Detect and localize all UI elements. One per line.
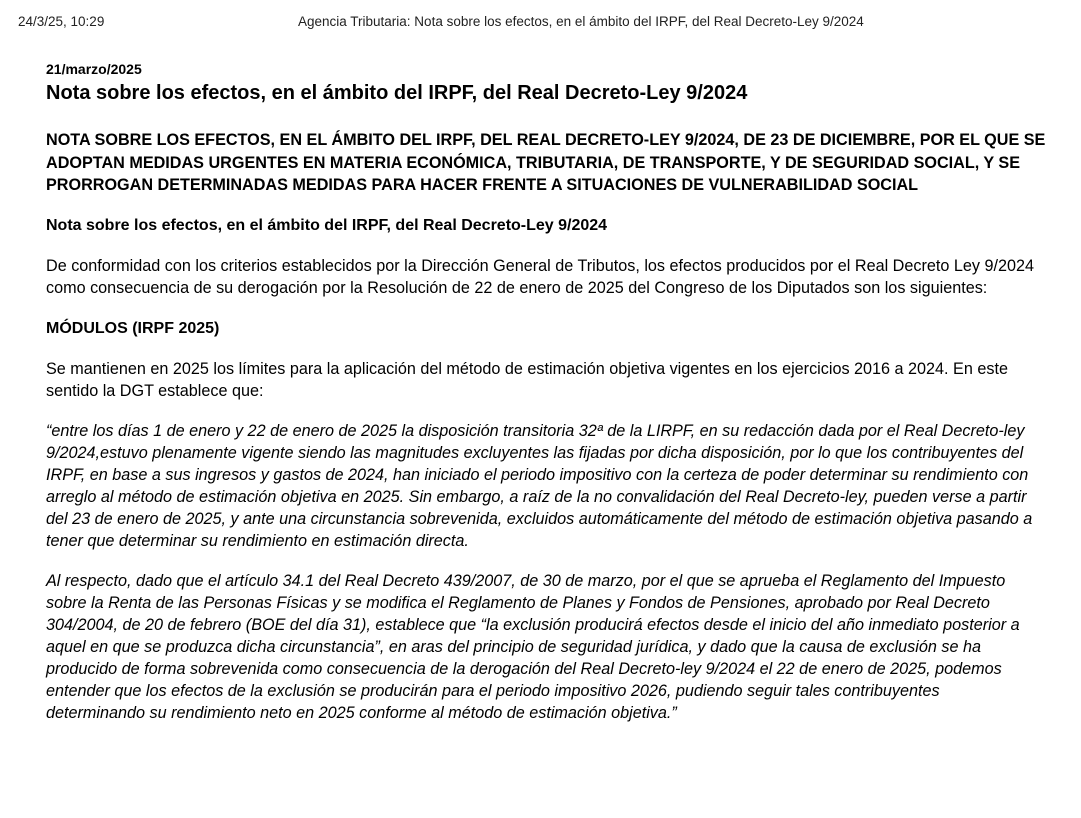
page-title: Nota sobre los efectos, en el ámbito del IRPF, del Real Decreto-Ley 9/2024 <box>46 82 748 104</box>
section-paragraph: Se mantienen en 2025 los límites para la aplicación del método de estimación objetiva vigentes en los ejercicios 2016 a 2024. En este sentido la DGT establece que: <box>46 359 1008 400</box>
intro-paragraph: De conformidad con los criterios establecidos por la Dirección General de Tributos, los efectos producidos por el Real Decreto Ley 9/2024 como consecuencia de su derogación por la Resolución de 22 de enero de 2025 del Congreso de los Diputados son los siguientes: <box>46 256 1034 297</box>
article-content <box>46 59 1046 724</box>
section-heading-modulos: MÓDULOS (IRPF 2025) <box>46 319 220 337</box>
print-datetime: 24/3/25, 10:29 <box>18 14 105 29</box>
quote-paragraph-1: “entre los días 1 de enero y 22 de enero de 2025 la disposición transitoria 32ª de la LIRPF, en su redacción dada por el Real Decreto-ley 9/2024,estuvo plenamente vigente siendo las magnitudes excluyentes las fijadas por dicha disposición, por lo que los contribuyentes del IRPF, en base a sus ingresos y gastos de 2024, han iniciado el periodo impositivo con la certeza de poder determinar su rendimiento con arreglo al método de estimación objetiva en 2025. Sin embargo, a raíz de la no convalidación del Real Decreto-ley, pueden verse a partir del 23 de enero de 2025, y ante una circunstancia sobrevenida, excluidos automáticamente del método de estimación objetiva pasando a tener que determinar su rendimiento en estimación directa. <box>46 421 1033 550</box>
publication-date: 21/marzo/2025 <box>46 61 142 77</box>
sub-heading: Nota sobre los efectos, en el ámbito del IRPF, del Real Decreto-Ley 9/2024 <box>46 216 608 234</box>
quote-paragraph-2: Al respecto, dado que el artículo 34.1 del Real Decreto 439/2007, de 30 de marzo, por el que se aprueba el Reglamento del Impuesto sobre la Renta de las Personas Físicas y se modifica el Reglamento de Planes y Fondos de Pensiones, aprobado por Real Decreto 304/2004, de 20 de febrero (BOE del día 31), establece que “la exclusión producirá efectos desde el inicio del año inmediato posterior a aquel en que se produzca dicha circunstancia”, en aras del principio de seguridad jurídica, y dado que la causa de exclusión se ha producido de forma sobrevenida como consecuencia de la derogación del Real Decreto-ley 9/2024 el 22 de enero de 2025, podemos entender que los efectos de la exclusión se producirán para el periodo impositivo 2026, pudiendo seguir tales contribuyentes determinando su rendimiento neto en 2025 conforme al método de estimación objetiva.” <box>46 571 1020 722</box>
caps-heading: NOTA SOBRE LOS EFECTOS, EN EL ÁMBITO DEL IRPF, DEL REAL DECRETO-LEY 9/2024, DE 23 DE DICIEMBRE, POR EL QUE SE ADOPTAN MEDIDAS URGENTES EN MATERIA ECONÓMICA, TRIBUTARIA, DE TRANSPORTE, Y DE SEGURIDAD SOCIAL, Y SE PRORROGAN DETERMINADAS MEDIDAS PARA HACER FRENTE A SITUACIONES DE VULNERABILIDAD SOCIAL <box>46 131 1046 194</box>
print-header <box>0 13 1081 31</box>
print-document-title: Agencia Tributaria: Nota sobre los efectos, en el ámbito del IRPF, del Real Decreto-Ley 9/2024 <box>298 14 864 29</box>
